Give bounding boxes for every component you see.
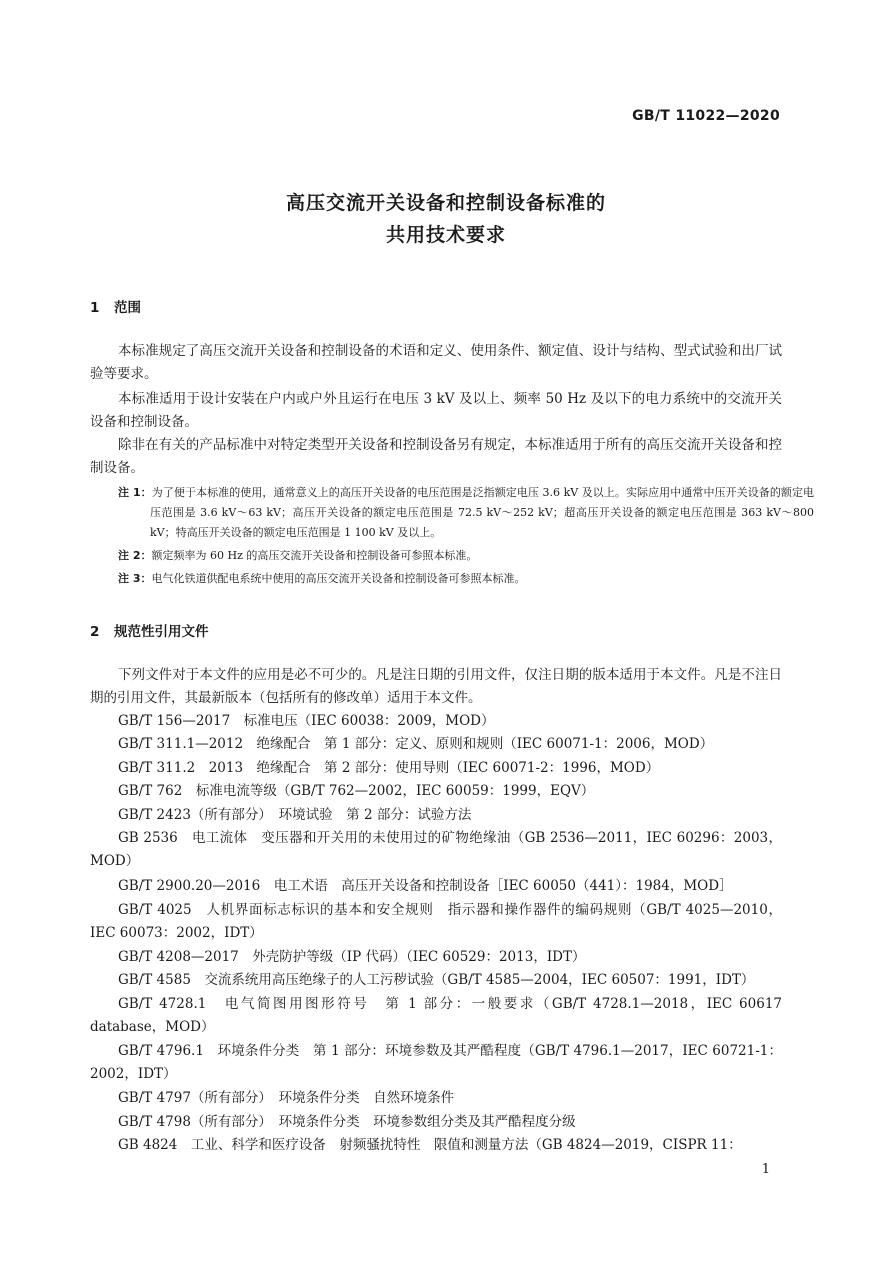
reference-item: GB/T 4208—2017 外壳防护等级（IP 代码）（IEC 60529：2013，IDT） <box>118 949 586 965</box>
section-1-title: 范围 <box>114 300 141 316</box>
section-1-heading <box>90 296 141 316</box>
note-label: 注 2： <box>118 549 152 562</box>
page-number: 1 <box>761 1162 770 1177</box>
reference-item: GB/T 311.1—2012 绝缘配合 第 1 部分：定义、原则和规则（IEC 60071-1：2006，MOD） <box>118 736 714 752</box>
reference-item: GB/T 4797（所有部分） 环境条件分类 自然环境条件 <box>118 1090 455 1106</box>
reference-item: GB/T 4728.1 电气简图用图形符号 第 1 部分：一般要求（GB/T 4728.1—2018，IEC 60617 database，MOD） <box>90 996 782 1035</box>
reference-item: GB 2536 电工流体 变压器和开关用的未使用过的矿物绝缘油（GB 2536—2011，IEC 60296：2003，MOD） <box>90 830 782 869</box>
reference-item: GB/T 762 标准电流等级（GB/T 762—2002，IEC 60059：1999，EQV） <box>118 783 595 799</box>
note-text: 额定频率为 60 Hz 的高压交流开关设备和控制设备可参照本标准。 <box>151 549 478 562</box>
document-title-line-1: 高压交流开关设备和控制设备标准的 <box>285 192 606 214</box>
note-2 <box>118 546 814 566</box>
reference-item: GB/T 2900.20—2016 电工术语 高压开关设备和控制设备［IEC 60050（441）：1984，MOD］ <box>118 878 733 894</box>
note-text: 电气化铁道供配电系统中使用的高压交流开关设备和控制设备可参照本标准。 <box>151 572 526 585</box>
section-1-paragraph: 本标准适用于设计安装在户内或户外且运行在电压 3 kV 及以上、频率 50 Hz 及以下的电力系统中的交流开关设备和控制设备。 <box>90 391 782 430</box>
standard-code: GB/T 11022—2020 <box>632 108 780 124</box>
reference-item: GB/T 311.2 2013 绝缘配合 第 2 部分：使用导则（IEC 60071-2：1996，MOD） <box>118 760 660 776</box>
reference-item: GB/T 4798（所有部分） 环境条件分类 环境参数组分类及其严酷程度分级 <box>118 1114 576 1130</box>
note-text: 为了便于本标准的使用，通常意义上的高压开关设备的电压范围是泛指额定电压 3.6 kV 及以上。实际应用中通常中压开关设备的额定电压范围是 3.6 kV～63 kV；高压开关设备的额定电压范围是 72.5 kV～252 kV；超高压开关设备的额定电压范围是 363 kV～800 kV；特高压开关设备的额定电压范围是 1 100 kV 及以上。 <box>150 486 815 539</box>
section-1-number: 1 <box>90 300 100 316</box>
note-label: 注 3： <box>118 572 152 585</box>
section-1-paragraph: 除非在有关的产品标准中对特定类型开关设备和控制设备另有规定，本标准适用于所有的高压交流开关设备和控制设备。 <box>90 437 782 476</box>
section-2-heading <box>90 620 209 640</box>
section-2-intro: 下列文件对于本文件的应用是必不可少的。凡是注日期的引用文件，仅注日期的版本适用于本文件。凡是不注日期的引用文件，其最新版本（包括所有的修改单）适用于本文件。 <box>90 667 782 706</box>
note-1 <box>118 483 814 543</box>
reference-item: GB/T 156—2017 标准电压（IEC 60038：2009，MOD） <box>118 713 495 729</box>
note-label: 注 1： <box>118 486 152 499</box>
section-2-title: 规范性引用文件 <box>114 624 209 640</box>
section-1-paragraph: 本标准规定了高压交流开关设备和控制设备的术语和定义、使用条件、额定值、设计与结构、型式试验和出厂试验等要求。 <box>90 343 782 382</box>
reference-item: GB/T 4025 人机界面标志标识的基本和安全规则 指示器和操作器件的编码规则（GB/T 4025—2010，IEC 60073：2002，IDT） <box>90 902 782 941</box>
reference-item: GB/T 4585 交流系统用高压绝缘子的人工污秽试验（GB/T 4585—2004，IEC 60507：1991，IDT） <box>118 972 755 988</box>
reference-item: GB/T 4796.1 环境条件分类 第 1 部分：环境参数及其严酷程度（GB/T 4796.1—2017，IEC 60721-1：2002，IDT） <box>90 1043 782 1082</box>
note-3 <box>118 569 814 589</box>
document-title-line-2: 共用技术要求 <box>385 224 506 246</box>
reference-item: GB/T 2423（所有部分） 环境试验 第 2 部分：试验方法 <box>118 807 472 823</box>
section-2-number: 2 <box>90 624 100 640</box>
reference-item: GB 4824 工业、科学和医疗设备 射频骚扰特性 限值和测量方法（GB 4824—2019，CISPR 11： <box>118 1137 742 1153</box>
